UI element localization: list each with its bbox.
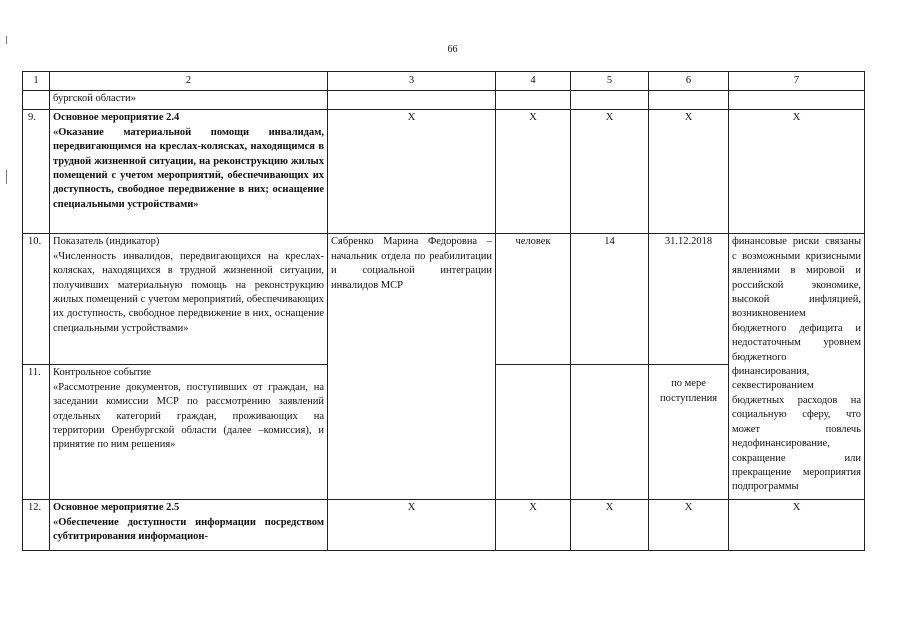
risks-cell: финансовые риски связаны с возможными кризисными явлениями в мировой и российской экономике, высокой инфляцией, возникновением бюджетного дефицита и недостаточным уровнем бюджетного финансирования, секвестированием бюджетных расходов на социальную сферу, что может повлечь недофинансирование, сокращение или прекращение мероприятия подпрограммы [729, 234, 865, 500]
activity-description: «Оказание материальной помощи инвалидам, передвигающимся на креслах-колясках, находящимся в трудной жизненной ситуации, на реконструкцию жилых помещений с учетом мероприятий, обеспечивающих их доступность, свободное передвижение в них; оснащение специальными устройствами» [53, 126, 324, 210]
indicator-cell [50, 234, 328, 365]
table-row [23, 234, 865, 365]
activity-cell [50, 500, 328, 551]
table-row [23, 110, 865, 234]
table-row [23, 91, 865, 110]
x-mark: Х [328, 500, 496, 551]
page-number: 66 [447, 44, 458, 55]
x-mark: Х [729, 500, 865, 551]
margin-mark [6, 170, 7, 184]
header-cell: 4 [496, 72, 571, 91]
activity-title: Основное мероприятие 2.5 [53, 502, 180, 514]
header-cell: 6 [649, 72, 729, 91]
x-mark: Х [649, 500, 729, 551]
event-description: «Рассмотрение документов, поступивших от граждан, на заседании комиссии МСР по рассмотрению заявлений отдельных категорий граждан, проживающих на территории Оренбургской области (далее –комиссия), и принятие по ним решения» [53, 381, 324, 451]
indicator-description: «Численность инвалидов, передвигающихся на креслах-колясках, находящихся в трудной жизненной ситуации, получивших материальную помощь на реконструкцию жилых помещений с учетом мероприятий, обеспечивающих их доступность, свободное передвижение в них, оснащение специальными устройствами» [53, 250, 324, 334]
event-cell [50, 365, 328, 500]
date-cell: по мере поступления [649, 365, 729, 500]
responsible-person: Сябренко Марина Федоровна – начальник отдела по реабилитации и социальной интеграции инвалидов МСР [328, 234, 496, 500]
x-mark: Х [328, 110, 496, 234]
header-row [23, 72, 865, 91]
x-mark: Х [729, 110, 865, 234]
header-cell: 1 [23, 72, 50, 91]
indicator-title: Показатель (индикатор) [53, 236, 160, 248]
header-cell: 5 [571, 72, 649, 91]
date-cell: 31.12.2018 [649, 234, 729, 365]
x-mark: Х [571, 500, 649, 551]
margin-mark [6, 36, 7, 44]
x-mark: Х [649, 110, 729, 234]
activity-title: Основное мероприятие 2.4 [53, 112, 180, 124]
x-mark: Х [496, 500, 571, 551]
header-cell: 3 [328, 72, 496, 91]
program-table [22, 71, 865, 551]
row-number: 9. [23, 110, 50, 234]
event-title: Контрольное событие [53, 367, 151, 379]
activity-description: «Обеспечение доступности информации посредством субтитрирования информацион- [53, 516, 324, 543]
continued-text: бургской области» [50, 91, 328, 110]
row-number: 12. [23, 500, 50, 551]
row-number: 10. [23, 234, 50, 365]
x-mark: Х [496, 110, 571, 234]
value-cell: 14 [571, 234, 649, 365]
header-cell: 7 [729, 72, 865, 91]
unit-cell: человек [496, 234, 571, 365]
activity-cell [50, 110, 328, 234]
x-mark: Х [571, 110, 649, 234]
header-cell: 2 [50, 72, 328, 91]
row-number: 11. [23, 365, 50, 500]
table-row [23, 500, 865, 551]
